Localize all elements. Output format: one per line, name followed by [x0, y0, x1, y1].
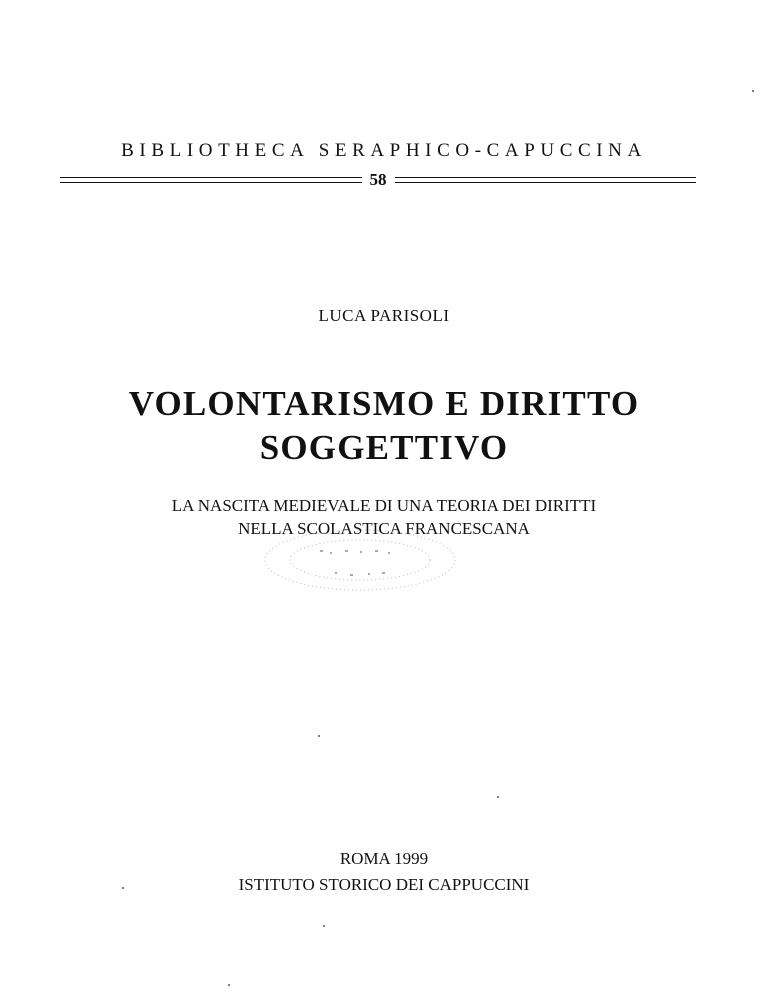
scan-speck [122, 887, 124, 889]
book-title [0, 382, 768, 470]
book-subtitle-line-1: LA NASCITA MEDIEVALE DI UNA TEORIA DEI DIRITTI [171, 496, 597, 515]
series-title: BIBLIOTHECA SERAPHICO-CAPUCCINA [121, 140, 647, 161]
library-stamp-icon [250, 528, 470, 598]
rule-right [395, 177, 697, 183]
imprint-place-year: ROMA 1999 [339, 849, 429, 868]
series-number: 58 [369, 170, 387, 189]
series-rule [60, 170, 696, 190]
imprint-publisher: ISTITUTO STORICO DEI CAPPUCCINI [238, 875, 530, 894]
book-title-line-2: SOGGETTIVO [259, 428, 509, 467]
scan-speck [323, 925, 325, 927]
author-name: LUCA PARISOLI [318, 306, 450, 325]
rule-left [60, 177, 362, 183]
scan-speck [228, 984, 230, 986]
scan-speck [752, 90, 754, 92]
book-title-line-1: VOLONTARISMO E DIRITTO [128, 384, 640, 423]
scan-speck [497, 796, 499, 798]
scan-speck [318, 735, 320, 737]
book-subtitle-line-2: NELLA SCOLASTICA FRANCESCANA [238, 519, 530, 538]
imprint [0, 846, 768, 898]
